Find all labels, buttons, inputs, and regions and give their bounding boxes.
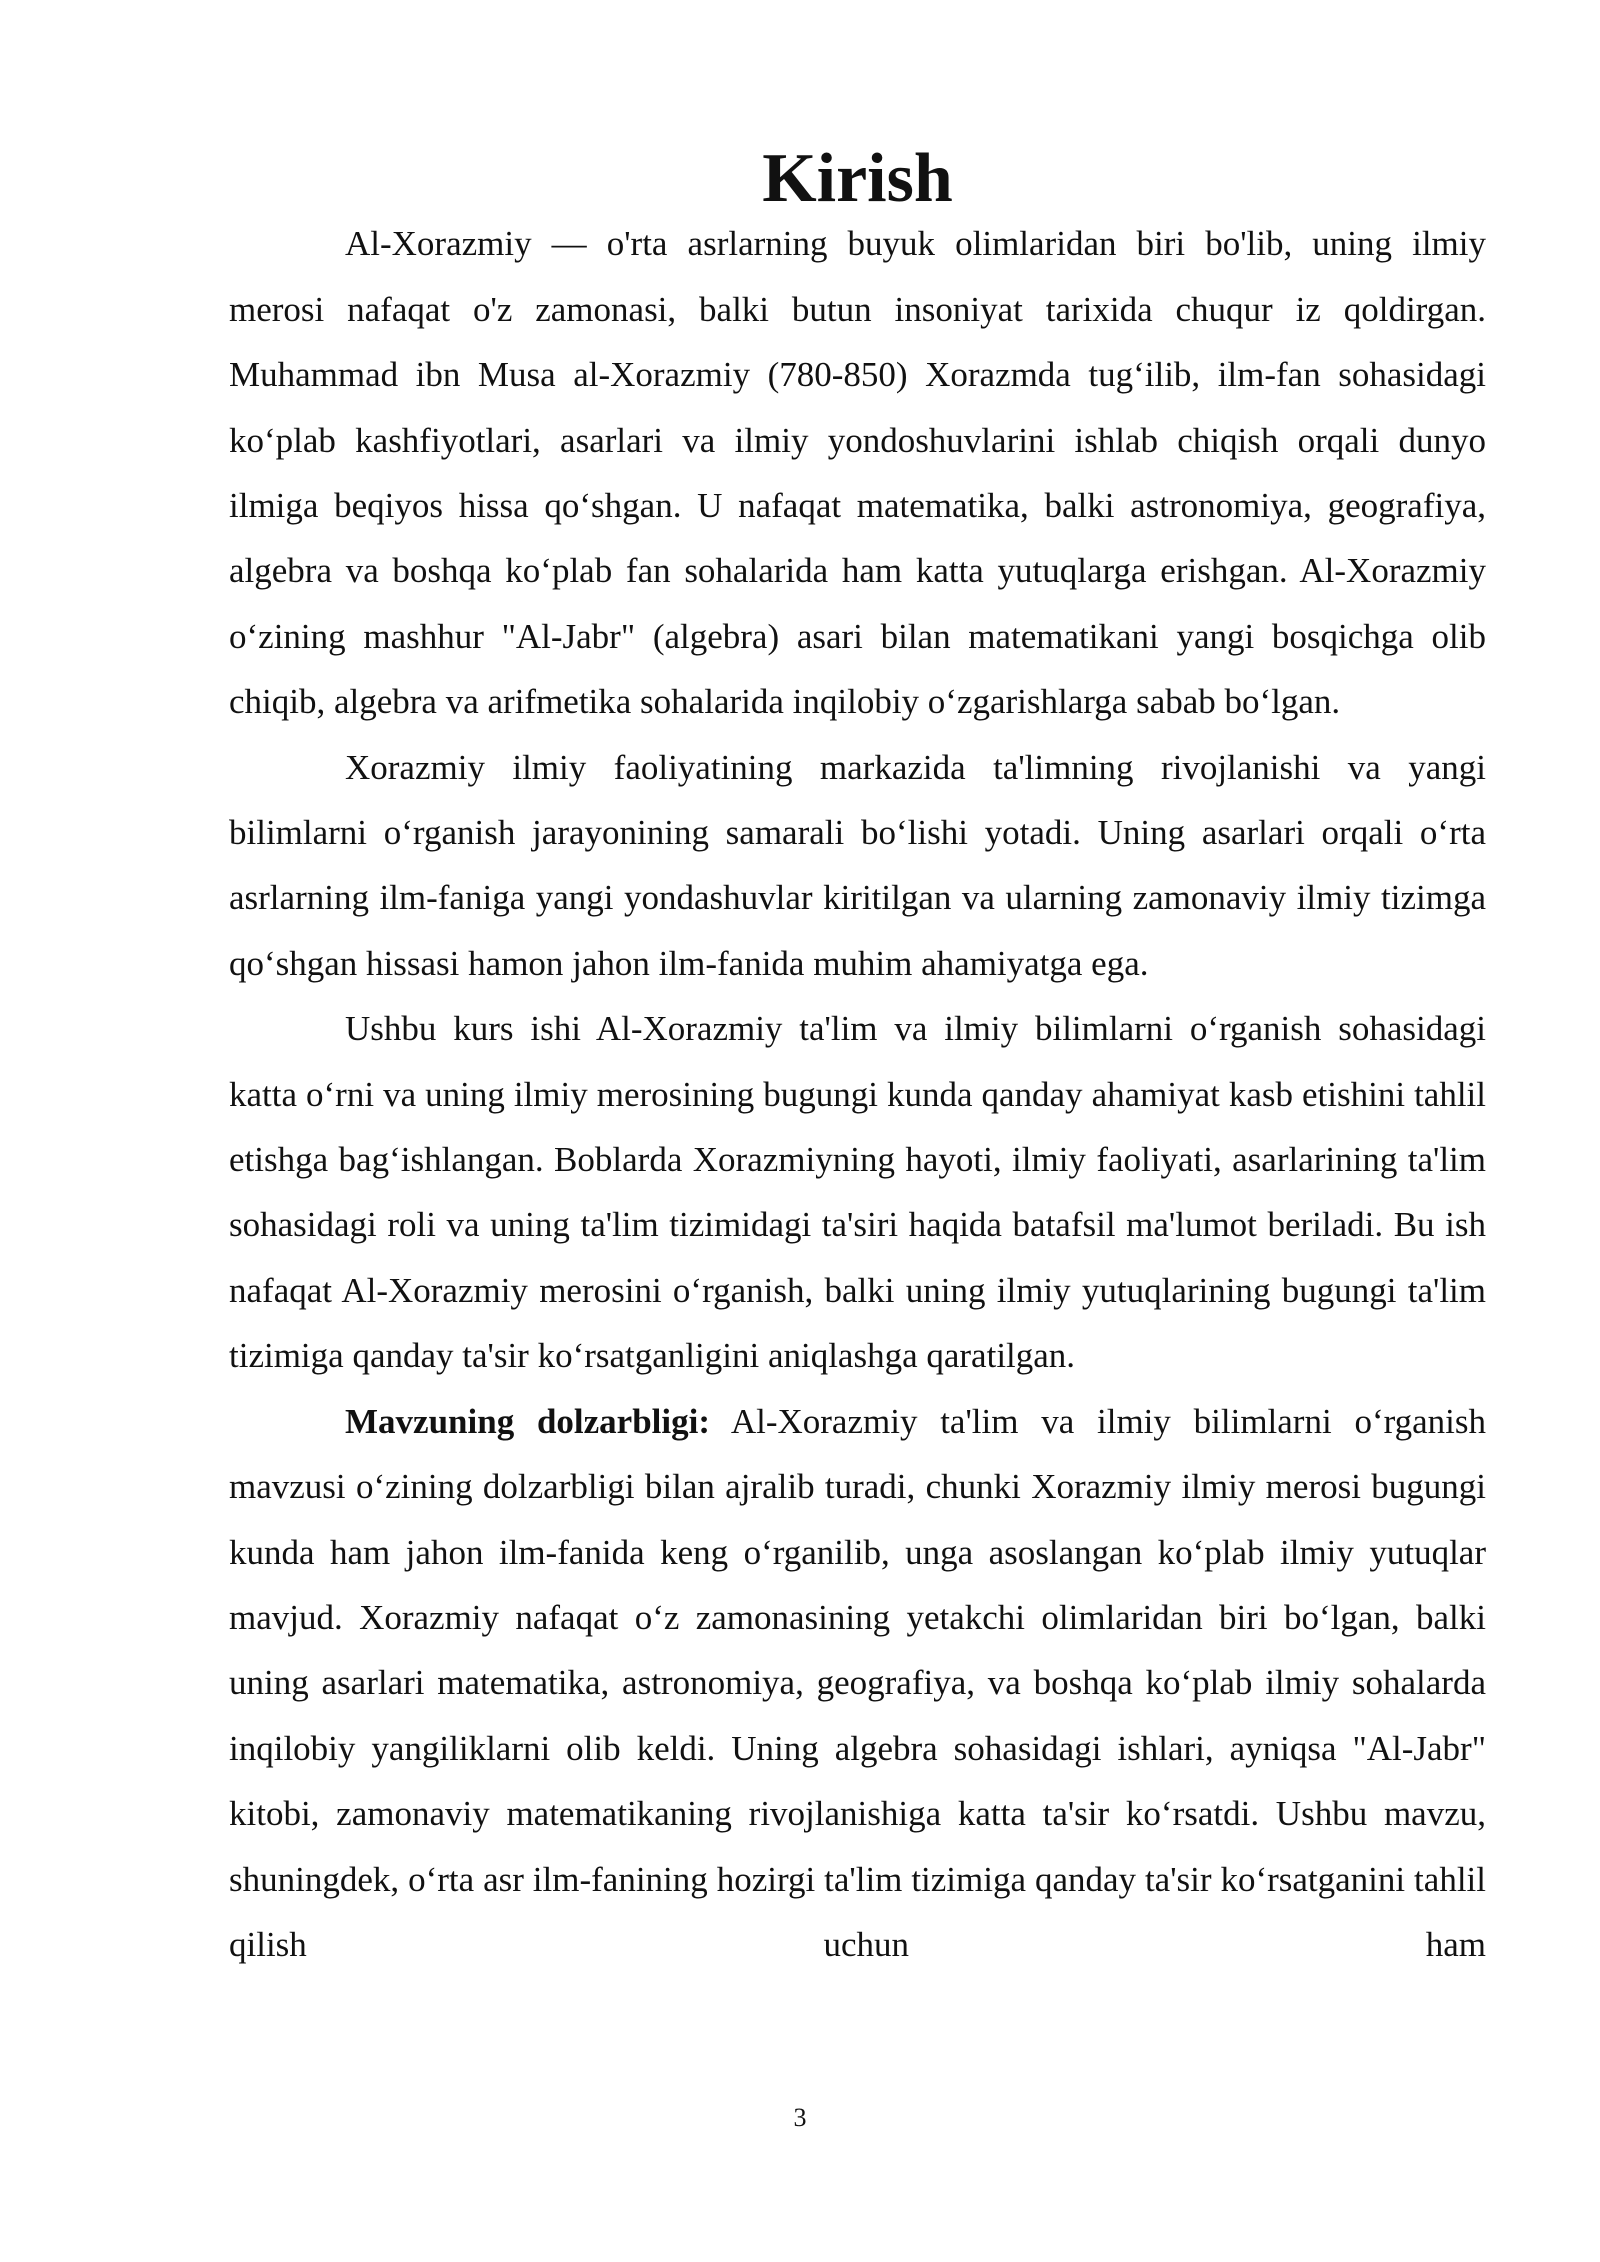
paragraph-purpose [229,996,1486,1388]
paragraph-text: Ushbu kurs ishi Al-Xorazmiy ta'lim va ilmiy bilimlarni o‘rganish sohasidagi katta o‘rni va uning ilmiy merosining bugungi kunda qanday ahamiyat kasb etishini tahlil etishga bag‘ishlangan. Boblarda Xorazmiyning hayoti, ilmiy faoliyati, asarlarining ta'lim sohasidagi roli va uning ta'lim tizimidagi ta'siri haqida batafsil ma'lumot beriladi. Bu ish nafaqat Al-Xorazmiy merosini o‘rganish, balki uning ilmiy yutuqlarining bugungi ta'lim tizimiga qanday ta'sir ko‘rsatganligini aniqlashga qaratilgan. [229,1009,1486,1376]
section-title: Kirish [762,140,953,217]
paragraph-activity [229,735,1486,997]
page-body [229,140,1487,1977]
page-number: 3 [793,2103,807,2132]
paragraph-text: Xorazmiy ilmiy faoliyatining markazida ta'limning rivojlanishi va yangi bilimlarni o‘rganish jarayonining samarali bo‘lishi yotadi. Uning asarlari orqali o‘rta asrlarning ilm-faniga yangi yondashuvlar kiritilgan va ularning zamonaviy ilmiy tizimga qo‘shgan hissasi hamon jahon ilm-fanida muhim ahamiyatga ega. [229,747,1486,983]
paragraph-text: Al-Xorazmiy ta'lim va ilmiy bilimlarni o‘rganish mavzusi o‘zining dolzarbligi bilan ajralib turadi, chunki Xorazmiy ilmiy merosi bugungi kunda ham jahon ilm-fanida keng o‘rganilib, unga asoslangan ko‘plab ilmiy yutuqlar mavjud. Xorazmiy nafaqat o‘z zamonasining yetakchi olimlaridan biri bo‘lgan, balki uning asarlari matematika, astronomiya, geografiya, va boshqa ko‘plab ilmiy sohalarda inqilobiy yangiliklarni olib keldi. Uning algebra sohasidagi ishlari, ayniqsa "Al-Jabr" kitobi, zamonaviy matematikaning rivojlanishiga katta ta'sir ko‘rsatdi. Ushbu mavzu, shuningdek, o‘rta asr ilm-fanining hozirgi ta'lim tizimiga qanday ta'sir ko‘rsatganini tahlil qilish uchun ham [229,1401,1487,1964]
paragraph-relevance [229,1389,1486,1978]
paragraph-intro [229,211,1486,734]
paragraph-lead: Mavzuning dolzarbligi: [345,1401,711,1441]
paragraph-text: Al-Xorazmiy — o'rta asrlarning buyuk olimlaridan biri bo'lib, uning ilmiy merosi nafaqat o'z zamonasi, balki butun insoniyat tarixida chuqur iz qoldirgan. Muhammad ibn Musa al-Xorazmiy (780-850) Xorazmda tug‘ilib, ilm-fan sohasidagi ko‘plab kashfiyotlari, asarlari va ilmiy yondoshuvlarini ishlab chiqish orqali dunyo ilmiga beqiyos hissa qo‘shgan. U nafaqat matematika, balki astronomiya, geografiya, algebra va boshqa ko‘plab fan sohalarida ham katta yutuqlarga erishgan. Al-Xorazmiy o‘zining mashhur "Al-Jabr" (algebra) asari bilan matematikani yangi bosqichga olib chiqib, algebra va arifmetika sohalarida inqilobiy o‘zgarishlarga sabab bo‘lgan. [229,224,1486,722]
